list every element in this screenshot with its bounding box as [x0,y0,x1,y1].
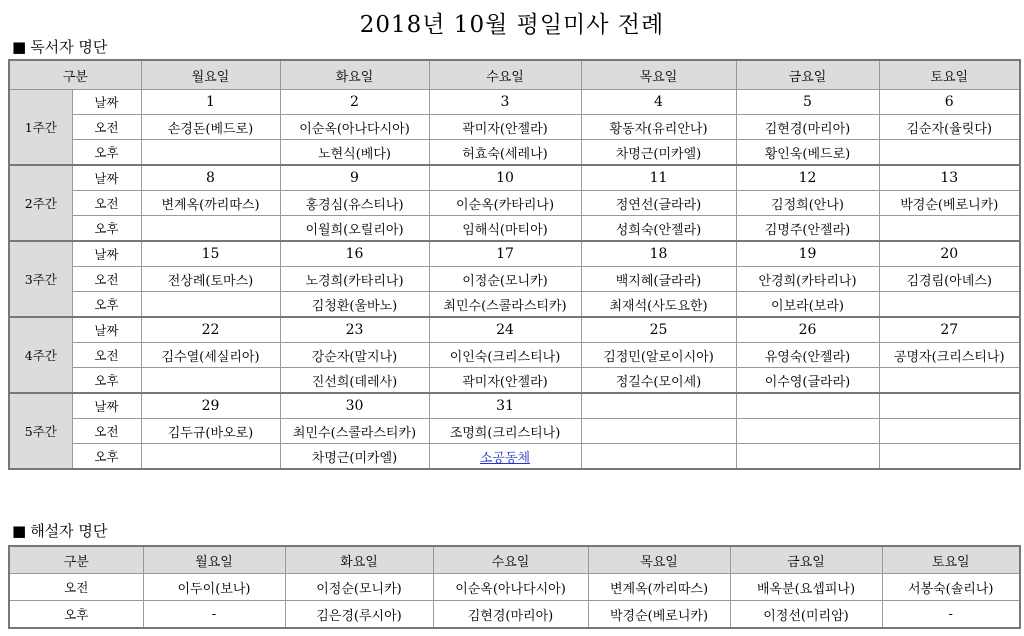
date-cell: 16 [280,241,429,267]
page-title: 2018년 10월 평일미사 전례 [359,12,665,38]
commentator-am-cell: 서봉숙(솔리나) [882,574,1020,601]
week-row-date [9,241,1020,267]
week-row-pm [9,368,1020,394]
week-row-am [9,343,1020,368]
reader-am-cell: 이정순(모니카) [429,267,581,292]
header-day-tue: 화요일 [285,546,433,574]
row-label-am: 오전 [72,115,141,140]
reader-pm-cell [879,140,1020,166]
week-row-am [9,419,1020,444]
reader-pm-cell: 정길수(모이세) [581,368,736,394]
reader-am-cell: 곽미자(안젤라) [429,115,581,140]
commentator-am-cell: 이두이(보나) [143,574,285,601]
commentator-pm-cell: 이정선(미리암) [730,601,882,629]
reader-pm-cell: 노현식(베다) [280,140,429,166]
reader-am-cell: 전상례(토마스) [141,267,280,292]
date-cell: 4 [581,90,736,115]
header-day-mon: 월요일 [143,546,285,574]
header-day-tue: 화요일 [280,60,429,90]
commentator-am-cell: 변계옥(까리따스) [588,574,730,601]
reader-pm-cell: 이보라(보라) [736,292,879,318]
header-day-sat: 토요일 [879,60,1020,90]
row-label-date: 날짜 [72,165,141,191]
reader-pm-cell [141,140,280,166]
reader-am-cell: 강순자(말지나) [280,343,429,368]
date-cell: 29 [141,393,280,419]
reader-pm-cell [581,444,736,470]
date-cell: 23 [280,317,429,343]
commentator-pm-cell: - [143,601,285,629]
week-row-pm [9,292,1020,318]
date-cell: 9 [280,165,429,191]
row-label-am: 오전 [72,419,141,444]
reader-am-cell: 김두규(바오로) [141,419,280,444]
row-label-date: 날짜 [72,90,141,115]
date-cell [581,393,736,419]
row-label-pm: 오후 [72,444,141,470]
commentators-table [8,545,1021,629]
header-day-thu: 목요일 [581,60,736,90]
date-cell: 27 [879,317,1020,343]
reader-pm-cell: 성희숙(안젤라) [581,216,736,242]
commentator-pm-cell: - [882,601,1020,629]
date-cell: 10 [429,165,581,191]
reader-pm-cell: 허효숙(세레나) [429,140,581,166]
reader-pm-cell: 이월희(오릴리아) [280,216,429,242]
week-row-date [9,165,1020,191]
header-day-fri: 금요일 [730,546,882,574]
reader-am-cell [736,419,879,444]
row-label-am: 오전 [72,191,141,216]
reader-pm-cell: 소공동체 [429,444,581,470]
commentator-pm-cell: 김현경(마리아) [433,601,588,629]
date-cell: 19 [736,241,879,267]
date-cell: 25 [581,317,736,343]
reader-pm-cell: 진선희(데레사) [280,368,429,394]
reader-am-cell: 안경희(카타리나) [736,267,879,292]
date-cell: 6 [879,90,1020,115]
header-gubun: 구분 [9,546,143,574]
row-label-am: 오전 [9,574,143,601]
week-row-date [9,317,1020,343]
reader-am-cell: 유영숙(안젤라) [736,343,879,368]
week-row-am [9,115,1020,140]
week-label: 4주간 [9,317,72,393]
date-cell: 22 [141,317,280,343]
row-label-pm: 오후 [72,292,141,318]
reader-pm-cell: 최재석(사도요한) [581,292,736,318]
reader-pm-cell [141,444,280,470]
row-label-am: 오전 [72,343,141,368]
week-row-date [9,393,1020,419]
reader-pm-cell [141,368,280,394]
week-row-date [9,90,1020,115]
reader-am-cell: 조명희(크리스티나) [429,419,581,444]
reader-pm-cell: 김청환(울바노) [280,292,429,318]
commentator-am-cell: 배옥분(요셉피나) [730,574,882,601]
commentator-pm-cell: 박경순(베로니카) [588,601,730,629]
commentators-am-row [9,574,1020,601]
reader-am-cell: 김순자(율릿다) [879,115,1020,140]
reader-am-cell: 김정희(안나) [736,191,879,216]
week-label: 2주간 [9,165,72,241]
date-cell: 13 [879,165,1020,191]
date-cell: 30 [280,393,429,419]
week-row-pm [9,444,1020,470]
commentators-header-row [9,546,1020,574]
commentators-section-title [12,520,107,541]
header-day-wed: 수요일 [429,60,581,90]
date-cell: 18 [581,241,736,267]
readers-section-label: 독서자 명단 [30,38,108,56]
week-label: 1주간 [9,90,72,166]
reader-am-cell: 이인숙(크리스티나) [429,343,581,368]
week-row-pm [9,216,1020,242]
reader-am-cell: 정연선(글라라) [581,191,736,216]
row-label-pm: 오후 [72,216,141,242]
week-row-am [9,267,1020,292]
date-cell: 3 [429,90,581,115]
date-cell: 12 [736,165,879,191]
reader-pm-cell [736,444,879,470]
reader-am-cell: 최민수(스콜라스티카) [280,419,429,444]
date-cell: 17 [429,241,581,267]
reader-pm-cell: 곽미자(안젤라) [429,368,581,394]
reader-am-cell [879,419,1020,444]
readers-header-row [9,60,1020,90]
square-bullet-icon: ■ [12,38,27,56]
reader-pm-cell: 김명주(안젤라) [736,216,879,242]
reader-pm-cell: 이수영(글라라) [736,368,879,394]
date-cell: 26 [736,317,879,343]
reader-am-cell [581,419,736,444]
date-cell: 5 [736,90,879,115]
reader-pm-cell [879,368,1020,394]
reader-am-cell: 공명자(크리스티나) [879,343,1020,368]
commentator-am-cell: 이순옥(아나다시아) [433,574,588,601]
reader-pm-cell [141,216,280,242]
readers-table [8,59,1021,470]
readers-section-title [12,36,107,57]
week-row-pm [9,140,1020,166]
header-day-wed: 수요일 [433,546,588,574]
row-label-pm: 오후 [9,601,143,629]
reader-pm-cell [879,216,1020,242]
reader-am-cell: 이순옥(아나다시아) [280,115,429,140]
reader-am-cell: 백지혜(글라라) [581,267,736,292]
reader-pm-cell: 차명근(미카엘) [280,444,429,470]
date-cell: 8 [141,165,280,191]
header-day-mon: 월요일 [141,60,280,90]
header-day-fri: 금요일 [736,60,879,90]
reader-pm-cell [141,292,280,318]
reader-am-cell: 손경돈(베드로) [141,115,280,140]
commentators-pm-row [9,601,1020,629]
header-gubun: 구분 [9,60,141,90]
reader-pm-cell [879,292,1020,318]
date-cell: 2 [280,90,429,115]
reader-pm-cell: 황인욱(베드로) [736,140,879,166]
reader-am-cell: 김경림(아녜스) [879,267,1020,292]
reader-pm-cell: 최민수(스콜라스티카) [429,292,581,318]
row-label-date: 날짜 [72,393,141,419]
date-cell: 24 [429,317,581,343]
reader-pm-cell [879,444,1020,470]
row-label-date: 날짜 [72,317,141,343]
week-row-am [9,191,1020,216]
date-cell: 11 [581,165,736,191]
reader-am-cell: 변계옥(까리따스) [141,191,280,216]
reader-am-cell: 김정민(알로이시아) [581,343,736,368]
reader-am-cell: 김현경(마리아) [736,115,879,140]
row-label-am: 오전 [72,267,141,292]
reader-am-cell: 김수열(세실리아) [141,343,280,368]
reader-pm-cell: 차명근(미카엘) [581,140,736,166]
square-bullet-icon: ■ [12,522,27,540]
row-label-date: 날짜 [72,241,141,267]
header-day-sat: 토요일 [882,546,1020,574]
date-cell [736,393,879,419]
week-label: 3주간 [9,241,72,317]
date-cell: 31 [429,393,581,419]
header-day-thu: 목요일 [588,546,730,574]
commentator-pm-cell: 김은경(루시아) [285,601,433,629]
commentators-section-label: 해설자 명단 [30,522,108,540]
reader-pm-cell: 임해식(마티아) [429,216,581,242]
reader-am-cell: 황동자(유리안나) [581,115,736,140]
reader-am-cell: 이순옥(카타리나) [429,191,581,216]
reader-am-cell: 박경순(베로니카) [879,191,1020,216]
row-label-pm: 오후 [72,140,141,166]
date-cell: 20 [879,241,1020,267]
row-label-pm: 오후 [72,368,141,394]
reader-am-cell: 홍경심(유스티나) [280,191,429,216]
date-cell: 1 [141,90,280,115]
week-label: 5주간 [9,393,72,469]
date-cell: 15 [141,241,280,267]
commentator-am-cell: 이정순(모니카) [285,574,433,601]
date-cell [879,393,1020,419]
reader-am-cell: 노경희(카타리나) [280,267,429,292]
